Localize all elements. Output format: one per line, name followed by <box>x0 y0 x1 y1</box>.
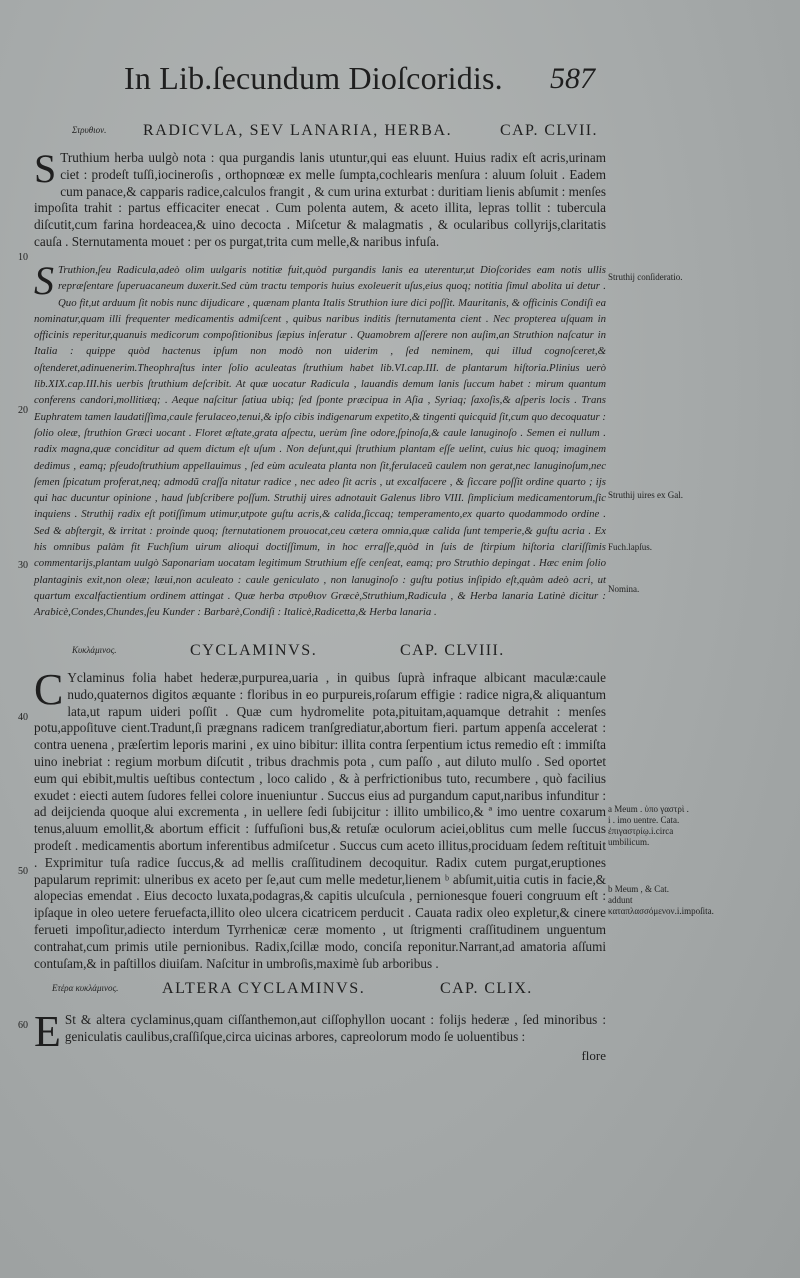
line-number: 40 <box>18 712 28 723</box>
chapter-greek-name: Ετέρα κυκλάμινος. <box>52 983 119 993</box>
running-title: In Lib.ſecundum Dioſcoridis. <box>124 60 503 96</box>
chapter-number: CAP. CLVIII. <box>400 642 505 659</box>
commentary-body: Truthion,ſeu Radicula,adeò olim uulgaris notitiæ fuit,quòd purgandis lanis ea uterentur,ut Dioſcorides eam notis ullis repræſentare ſuperuacaneum duxerit.Sed cùm tractu temporis huius exoleuerit uſus,eius quoq; notitia ſimul abolita ui detur . Quo fit,ut arduum ſit nobis nunc dijudicare , quænam planta Italis Struthion iure dici poſſit. Mauritanis, & officinis Condiſi ea nominatur,quam illi frequenter medicamentis admiſcent , quibus naribus inditis ſternutamenta cient . Nec propterea uſquam in officinis reperitur,quanuis medicorum compoſitionibus ſæpius inſeratur . Quamobrem aſſerere non auſim,an Struthion naſcatur in Italia : quippe quòd hactenus ipſum non modò non uiderim , ſed neminem, qui illud cognoſceret,& oſtenderet,adinuenerim.Theophraſtus inter ſolio aculeatas ſtruthium habet lib.VI.cap.III. de plantarum hiſtoria.Plinius uerò lib.XIX.cap.III.his uerbis ſtruthium deſcribit. At quæ uocatur Radicula , lauandis demum lanis ſuccum habet : mirum quantum conferens candori,mollitiæq; . Aeque naſcitur ſatiua ubiq; ſed ſponte præcipua in Aſia , Syriaq; ſaxoſis,& aſperis locis . Trans Euphratem tamen laudatiſſima,caule ferulaceo,tenui,& ipſo cibis indigenarum expetito,& tingenti quicquid ſit,cum quo decoquatur : ſolio oleæ, ſtruthion Græci uocant . Floret æſtate,grata aſpectu, uerùm ſine odore,ſpinoſa,& caule lanuginoſo . Semen ei nullum . radix magna,quæ conciditur ad quem dictum eſt uſum . Non deſunt,qui ſtruthium plantam eſſe uelint, cuius hic quoq; imaginem dedimus , eamq; pſeudoſtruthium appellauimus , ſed eùm aculeata planta non ſit,ferulaceũ caulem non gerat,nec lanuginoſum,nec ſemen ſpicatum proferat,neq; admodũ craſſa nitatur radice , nec adeo ſit acris , ut excalfacere , & ſiccare poſſit ordine quarto ; ijs qui hac ducuntur opinione , haud ſubſcribere poſſum. Struthij uires adnotauit Galenus libro VIII. ſimplicium medicamentorum,ſic inquiens . Struthij radix eſt potiſſimum utimur,utpote guſtu acris,& calida,ſiccaq; temperamento,ex quarto quodammodo ordine . Sed & abſtergit, & irritat : proinde quoq; ſternutationem prouocat,ceu cætera omnia,quæ calida ſunt temperie,& guſtu acria . Ex his omnibus palàm fit Fuchſium uirum alioqui doctiſſimum, in hoc erraſſe,quòd in ſuis de ſtirpium hiſtoria clariſſimis commentarijs,plantam uulgò Saponariam uocatam legitimum Struthium eſſe cenſeat, eamq; pro Struthio depingat . Hæc enim ſolio plantaginis exit,non oleæ; læui,non aculeato : caule geniculato , non lanuginoſo : guſtu potius inſipido eſt,quàm adeò acri, ut quartum excalfactientium ordinem attingat . Quæ herba στρυθιον Græcè,Struthium,Radicula , & Herba lanaria Latinè dicitur : Arabicè,Condes,Chundes,ſeu Kunder : Barbarè,Condiſi : Italicè,Radicetta,& Herba lanaria . <box>34 264 606 619</box>
chapter-heading <box>0 122 620 146</box>
chapter-text <box>34 1007 606 1064</box>
chapter-title: RADICVLA, SEV LANARIA, HERBA. <box>143 122 453 139</box>
line-number: 50 <box>18 866 28 877</box>
chapter-number: CAP. CLVII. <box>500 122 598 139</box>
chapter-number: CAP. CLIX. <box>440 980 533 997</box>
margin-note: a Meum . ὑπο γαστρὶ . i . imo uentre. Cata. ἐπιγαστρίῳ.i.circa umbilicum. <box>608 804 689 847</box>
margin-note: Struthij uires ex Gal. <box>608 490 683 500</box>
chapter-heading <box>0 980 620 1004</box>
chapter-text <box>34 665 606 972</box>
chapter-text <box>34 146 606 251</box>
margin-note: b Meum , & Cat. addunt καταπλασσόμενον.i.impoſita. <box>608 884 714 916</box>
chapter-title: ALTERA CYCLAMINVS. <box>162 980 366 997</box>
chapter-greek-name: Στρυθιον. <box>72 125 107 135</box>
dioscorides-text: St & altera cyclaminus,quam ciſſanthemon,aut ciſſophyllon uocant : folijs hederæ , ſed minoribus : geniculatis caulibus,craſſiſque,circa uicinas arbores, capreolorum modo ſe uoluentibus : <box>64 1012 606 1044</box>
line-number: 20 <box>18 405 28 416</box>
page-number: 587 <box>550 62 595 95</box>
margin-note: Nomina. <box>608 584 640 594</box>
drop-cap: C <box>34 665 64 714</box>
chapter-heading <box>0 642 620 666</box>
dioscorides-text: Truthium herba uulgò nota : qua purgandis lanis utuntur,qui eas eluunt. Huius radix eſt acris,urinam ciet : prodeſt tuſſi,iocineroſis , orthopnœæ ex melle ſumpta,cochlearis menſura : aluum ſoluit . Eadem cum panace,& capparis radice,calculos frangit , & cum urina exturbat : duritiam lienis abſumit : menſes impoſita trahit : partus efficaciter enecat . Cum polenta autem, & aceto illita, lepras tollit : tubercula diſcutit,cum farina hordeacea,& uino decocta . Miſcetur & malagmatis , & ocularibus collyrijs,claritatis cauſa . Sternutamenta mouet : per os purgat,trita cum melle,& naribus infuſa. <box>34 150 606 249</box>
line-number: 60 <box>18 1020 28 1031</box>
drop-cap: S <box>34 258 54 303</box>
catchword: flore <box>581 1047 606 1063</box>
margin-note: Fuch.lapſus. <box>608 542 652 552</box>
drop-cap: S <box>34 146 57 191</box>
chapter-title: CYCLAMINVS. <box>190 642 318 659</box>
dioscorides-text: Yclaminus folia habet hederæ,purpurea,uaria , in quibus ſuprà infraque albicant maculæ:caule nudo,quaternos digitos æquante : floribus in eo purpureis,roſarum effigie : radice nigra,& aliquantum lata,ut rapum uideri poſſit . Quæ cum hydromelite pota,pituitam,aquamque detrahit : menſes potu,appoſituve cient.Tradunt,ſi prægnans radicem tranſgrediatur,abortum fieri. partum appenſa accelerat : contra uenena , præſertim leporis marini , ex uino bibitur: illita contra ſerpentium ictus remedio eſt : immiſta uino inebriat : regium morbum diſcutit , tribus drachmis pota , cum paſſo , aut diluto mulſo . Sed oportet eum qui ebibit,multis ueſtibus contectum , loco calido , & à perfrictionibus tuto, recumbere , quò facilius exudet : eiecti autem ſudores fellei colore inueniuntur . Succus eius ad purgandum caput,naribus infunditur : ad deijcienda quoque alui excrementa , in uellere ſedi ſubijcitur : illito umbilico,& ª imo uentre coxarum tenus,aluum emollit,& abortum efficit : ſuffuſioni bus,& retuſæ oculorum aciei,oblitus cum melle ſuccus prodeſt . medicamentis abortum inferentibus admiſcetur . Succus cum aceto illitus,prociduam ſedem reſtituit . Exprimitur tuſa radice ſuccus,& ad mellis craſſitudinem decoquitur. Radix cutem purgat,eruptiones papularum reprimit: ulneribus ex aceto per ſe,aut cum melle medetur,lienem ᵇ abſumit,uitia cutis in facie,& alopecias emendat . Eius decocto luxata,podagras,& capitis ulcuſcula , pernionesque foueri congruum eſt : ipſaque in oleo uetere feruefacta,illito oleo ulcera cicatricem perducit . Cauata radix oleo expletur,& cinere ferueti impoſitur,adiecto interdum Tyrrhenicæ ceræ momento , ut ſtrigmenti craſſitudinem unguentum contrahat,cum primis utile pernionibus. Radix,ſcillæ modo, conciſa reponitur.Narrant,ad amatoria aſſumi contuſam,& in paſtillos diuiſam. Naſcitur in umbroſis,maximè ſub arboribus . <box>34 670 606 971</box>
commentary-text <box>34 258 606 621</box>
drop-cap: E <box>34 1007 61 1056</box>
margin-note: Struthij conſideratio. <box>608 272 683 282</box>
line-number: 10 <box>18 252 28 263</box>
line-number: 30 <box>18 560 28 571</box>
chapter-greek-name: Κυκλάμινος. <box>72 645 117 655</box>
